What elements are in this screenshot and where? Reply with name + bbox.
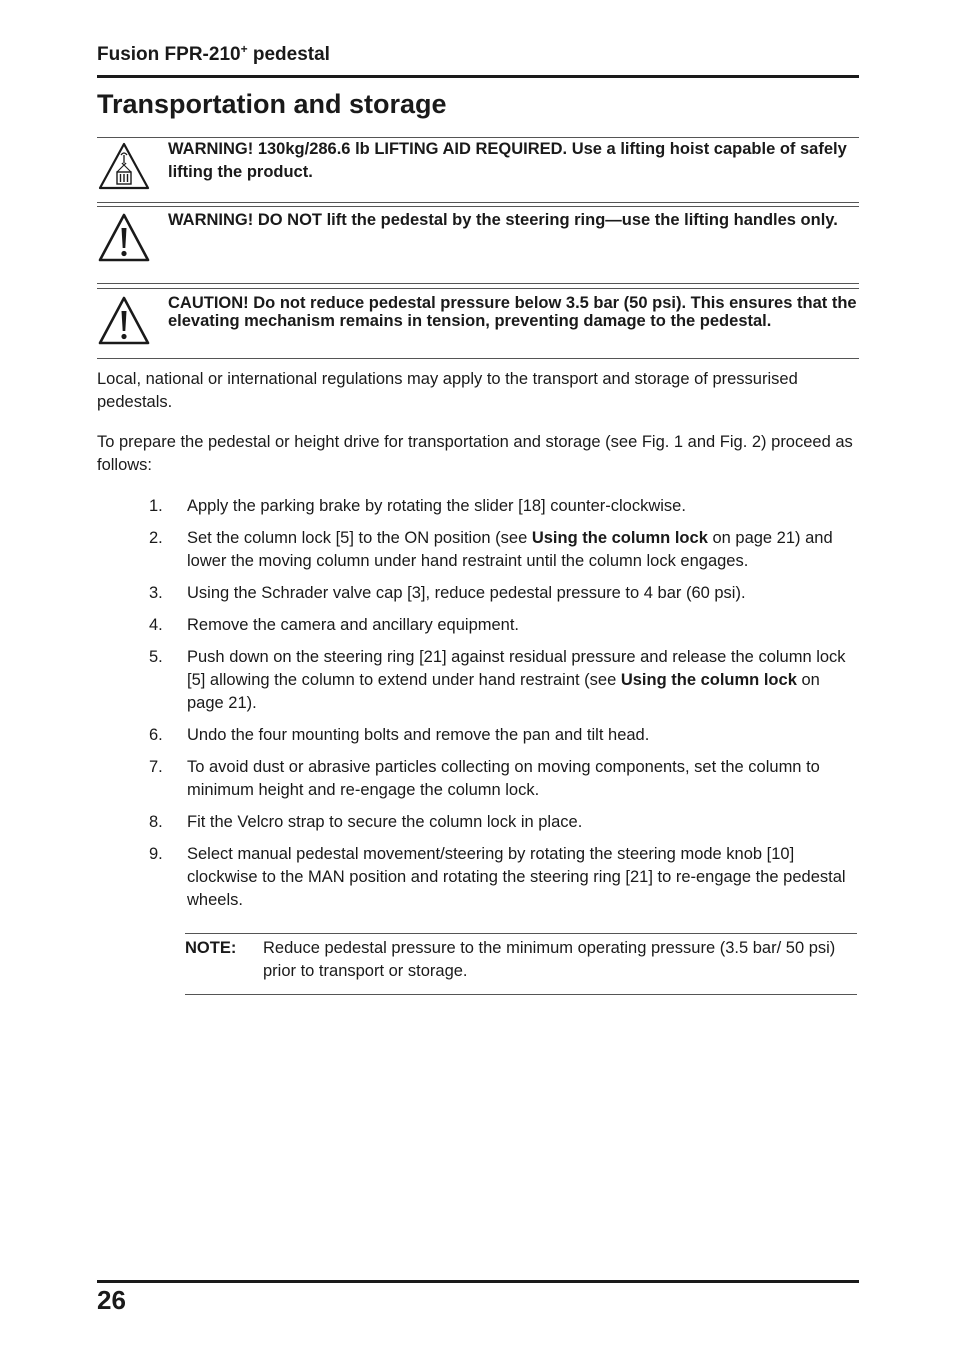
step-text: To avoid dust or abrasive particles collecting on moving components, set the column to minimum height and re-engage the column lock. bbox=[187, 758, 820, 799]
list-item bbox=[97, 843, 859, 912]
step-text: Using the Schrader valve cap [3], reduce pedestal pressure to 4 bar (60 psi). bbox=[187, 584, 746, 602]
cross-reference-column-lock: Using the column lock bbox=[620, 671, 797, 689]
header-rule bbox=[97, 75, 859, 78]
step-number: 5. bbox=[149, 648, 163, 666]
step-number: 4. bbox=[149, 616, 163, 634]
warning-text-steering-ring: WARNING! DO NOT lift the pedestal by the steering ring—use the lifting handles only. bbox=[168, 211, 838, 229]
list-item bbox=[97, 756, 859, 802]
step-text: Undo the four mounting bolts and remove the pan and tilt head. bbox=[187, 726, 650, 744]
footer-rule bbox=[97, 1280, 859, 1283]
note-box bbox=[185, 933, 857, 995]
list-item bbox=[97, 495, 859, 518]
list-item bbox=[97, 724, 859, 747]
exclamation-triangle-icon bbox=[97, 212, 151, 269]
step-text: Apply the parking brake by rotating the slider [18] counter-clockwise. bbox=[187, 497, 686, 515]
step-number: 9. bbox=[149, 845, 163, 863]
list-item bbox=[97, 646, 859, 715]
step-text: Set the column lock [5] to the ON position (see Using the column lock on page 21) and lower the moving column under hand restraint until the column lock engages. bbox=[187, 529, 833, 570]
list-item bbox=[97, 582, 859, 605]
notice-divider bbox=[97, 358, 859, 359]
lifting-hoist-warning-icon bbox=[97, 141, 151, 196]
notice-divider bbox=[97, 283, 859, 284]
running-header bbox=[97, 42, 330, 66]
step-number: 1. bbox=[149, 497, 163, 515]
notice-divider bbox=[97, 202, 859, 203]
step-text: Push down on the steering ring [21] against residual pressure and release the column lock [5] allowing the column to extend under hand restraint (see Using the column lock on page 21). bbox=[187, 648, 846, 712]
step-number: 2. bbox=[149, 529, 163, 547]
header-product-superscript: + bbox=[240, 42, 248, 56]
step-text: Remove the camera and ancillary equipment. bbox=[187, 616, 520, 634]
list-item bbox=[97, 811, 859, 834]
list-item bbox=[97, 614, 859, 637]
cross-reference-column-lock: Using the column lock bbox=[531, 529, 708, 547]
step-text: Fit the Velcro strap to secure the column lock in place. bbox=[187, 813, 583, 831]
header-product-name: Fusion FPR-210 bbox=[97, 44, 241, 65]
note-label: NOTE: bbox=[185, 939, 237, 957]
note-text: Reduce pedestal pressure to the minimum operating pressure (3.5 bar/ 50 psi) prior to transport or storage. bbox=[263, 939, 836, 980]
caution-notice-pressure bbox=[97, 289, 859, 357]
step-text: Select manual pedestal movement/steering by rotating the steering mode knob [10] clockwise to the MAN position and rotating the steering ring [21] to re-engage the pedestal wheels. bbox=[187, 845, 846, 909]
section-title: Transportation and storage bbox=[97, 89, 447, 119]
header-product-suffix: pedestal bbox=[247, 44, 330, 65]
step-number: 8. bbox=[149, 813, 163, 831]
warning-notice-lifting bbox=[97, 138, 859, 202]
warning-notice-steering-ring bbox=[97, 207, 859, 283]
step-number: 6. bbox=[149, 726, 163, 744]
step-number: 7. bbox=[149, 758, 163, 776]
caution-text-pressure: CAUTION! Do not reduce pedestal pressure below 3.5 bar (50 psi). This ensures that the elevating mechanism remains in tension, preventing damage to the pedestal. bbox=[168, 294, 857, 330]
page-number: 26 bbox=[97, 1285, 126, 1315]
exclamation-triangle-icon bbox=[97, 295, 151, 352]
step-number: 3. bbox=[149, 584, 163, 602]
body-paragraph-regulations: Local, national or international regulations may apply to the transport and storage of pressurised pedestals. bbox=[97, 370, 798, 411]
body-paragraph-intro: To prepare the pedestal or height drive for transportation and storage (see Fig. 1 and Fig. 2) proceed as follows: bbox=[97, 433, 853, 474]
warning-text-lifting: WARNING! 130kg/286.6 lb LIFTING AID REQUIRED. Use a lifting hoist capable of safely lifting the product. bbox=[168, 140, 847, 181]
procedure-steps bbox=[97, 495, 859, 921]
list-item bbox=[97, 527, 859, 573]
